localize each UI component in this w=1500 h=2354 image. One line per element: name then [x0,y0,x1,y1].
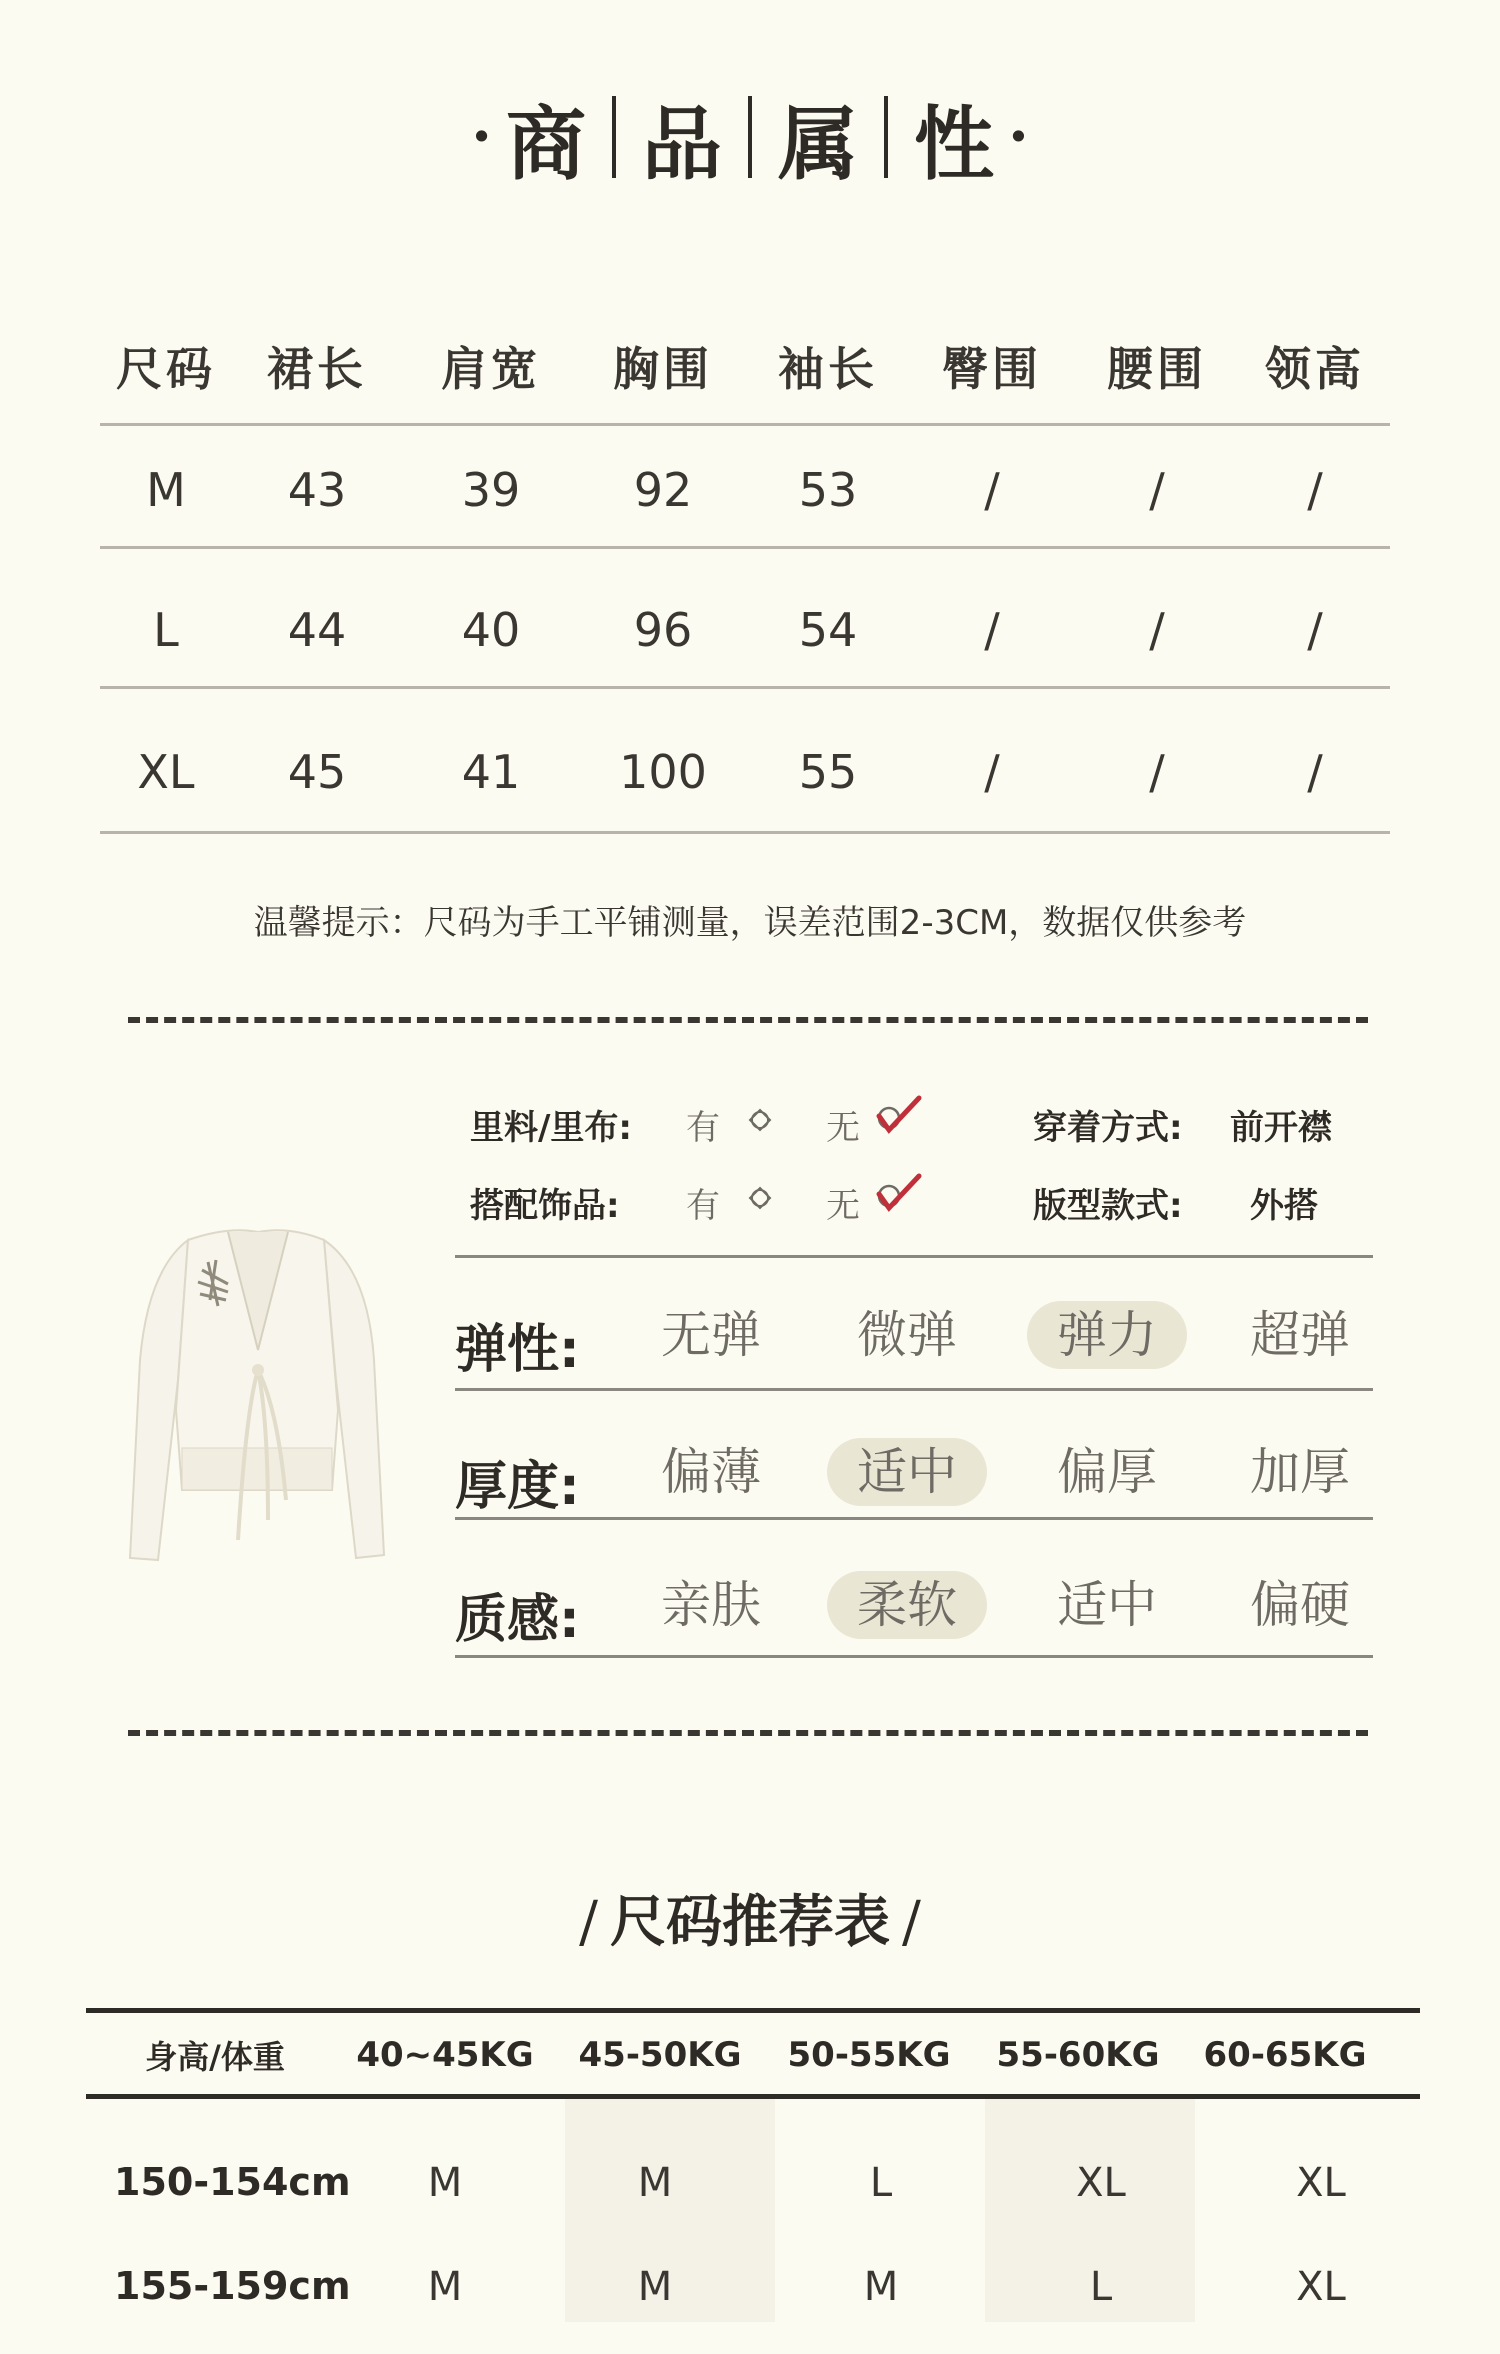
table-cell: / [1307,603,1323,657]
header-cell: 裙长 [267,342,367,396]
lining-yes-label: 有 [686,1108,720,1148]
elasticity-scale [455,1285,1370,1385]
scale-option-selected: 适中 [827,1438,987,1506]
table-row [100,712,1390,832]
scale-divider [455,1388,1373,1391]
circle-outline-icon [748,1108,772,1132]
table-row [86,2150,1420,2250]
size-cell: L [869,2160,893,2206]
table-row [100,570,1390,690]
table-cell: L [153,603,179,657]
accessory-label: 搭配饰品: [470,1186,620,1226]
weight-header: 50-55KG [787,2035,951,2075]
page-title [0,82,1500,192]
scale-option: 偏厚 [1057,1443,1157,1501]
scale-option: 无弹 [661,1306,761,1364]
table-cell: 39 [461,463,521,517]
scale-option: 加厚 [1250,1443,1350,1501]
table-cell: / [1149,463,1165,517]
table-divider [100,831,1390,834]
table-cell: / [1149,745,1165,799]
table-cell: XL [137,745,195,799]
scale-option: 超弹 [1250,1306,1350,1364]
wear-label: 穿着方式: [1033,1108,1183,1148]
header-cell: 袖长 [778,342,878,396]
table-cell: 44 [287,603,347,657]
table-cell: / [1149,603,1165,657]
table-cell: 92 [633,463,693,517]
table-divider [100,546,1390,549]
header-cell: 胸围 [613,342,713,396]
table-cell: / [984,603,1000,657]
table-top-rule [86,2008,1420,2013]
size-cell: M [427,2264,463,2310]
scale-label: 弹性: [455,1320,580,1380]
title-slash: / [579,1890,598,1955]
size-cell: M [427,2160,463,2206]
scale-label: 厚度: [455,1457,580,1517]
header-cell: 腰围 [1107,342,1207,396]
table-row [100,430,1390,550]
scale-divider [455,1655,1373,1658]
title-separator [748,96,752,178]
size-cell: XL [1296,2160,1346,2206]
title-separator [612,96,616,178]
title-char: 品 [642,96,722,191]
style-value: 外搭 [1250,1186,1318,1226]
table-divider [100,686,1390,689]
title-char: 属 [778,96,858,191]
table-cell: 100 [619,745,707,799]
title-separator [884,96,888,178]
scale-option-selected: 柔软 [827,1571,987,1639]
title-dot-left: · [471,102,492,172]
recommendation-title [0,1878,1500,1958]
corner-header: 身高/体重 [145,2038,285,2076]
table-cell: / [1307,463,1323,517]
scale-option: 适中 [1057,1576,1157,1634]
table-cell: / [984,745,1000,799]
accessory-yes-label: 有 [686,1186,720,1226]
table-cell: M [146,463,186,517]
size-table-header [100,320,1390,412]
accessory-no-label: 无 [826,1186,860,1226]
height-label: 150-154cm [114,2160,351,2204]
measurement-tip: 温馨提示：尺码为手工平铺测量，误差范围2-3CM，数据仅供参考 [253,903,1247,943]
height-label: 155-159cm [114,2264,351,2308]
header-cell: 臀围 [942,342,1042,396]
weight-header: 40~45KG [356,2035,534,2075]
weight-header: 60-65KG [1203,2035,1367,2075]
table-divider [100,423,1390,426]
scale-divider [455,1517,1373,1520]
size-cell: L [1089,2264,1113,2310]
table-cell: 45 [287,745,347,799]
scale-option-selected: 弹力 [1027,1301,1187,1369]
table-cell: / [1307,745,1323,799]
dashed-divider [128,1730,1368,1736]
header-cell: 尺码 [116,342,216,396]
recommendation-title-text: 尺码推荐表 [610,1889,890,1955]
red-check-icon [873,1094,923,1138]
header-cell: 领高 [1265,342,1365,396]
table-cell: 96 [633,603,693,657]
thickness-scale [455,1422,1370,1522]
weight-header: 55-60KG [996,2035,1160,2075]
lining-no-label: 无 [826,1108,860,1148]
table-cell: 54 [798,603,858,657]
size-cell: XL [1296,2264,1346,2310]
size-cell: M [637,2264,673,2310]
title-char: 商 [506,96,586,191]
red-check-icon [873,1172,923,1216]
circle-outline-icon [748,1186,772,1210]
table-cell: 43 [287,463,347,517]
weight-header: 45-50KG [578,2035,742,2075]
scale-option: 微弹 [857,1306,957,1364]
product-image [118,1210,398,1580]
table-cell: / [984,463,1000,517]
scale-divider [455,1255,1373,1258]
wear-value: 前开襟 [1230,1108,1332,1148]
table-cell: 41 [461,745,521,799]
title-char: 性 [914,96,994,191]
table-row [86,2254,1420,2354]
size-cell: M [637,2160,673,2206]
texture-scale [455,1555,1370,1655]
size-cell: XL [1076,2160,1126,2206]
title-slash: / [902,1890,921,1955]
size-cell: M [863,2264,899,2310]
scale-option: 亲肤 [661,1576,761,1634]
table-cell: 55 [798,745,858,799]
style-label: 版型款式: [1033,1186,1183,1226]
header-cell: 肩宽 [441,342,541,396]
scale-option: 偏薄 [661,1443,761,1501]
lining-label: 里料/里布: [470,1108,633,1148]
scale-label: 质感: [455,1590,580,1650]
scale-option: 偏硬 [1250,1576,1350,1634]
table-cell: 53 [798,463,858,517]
table-cell: 40 [461,603,521,657]
dashed-divider [128,1017,1368,1023]
title-dot-right: · [1008,102,1029,172]
